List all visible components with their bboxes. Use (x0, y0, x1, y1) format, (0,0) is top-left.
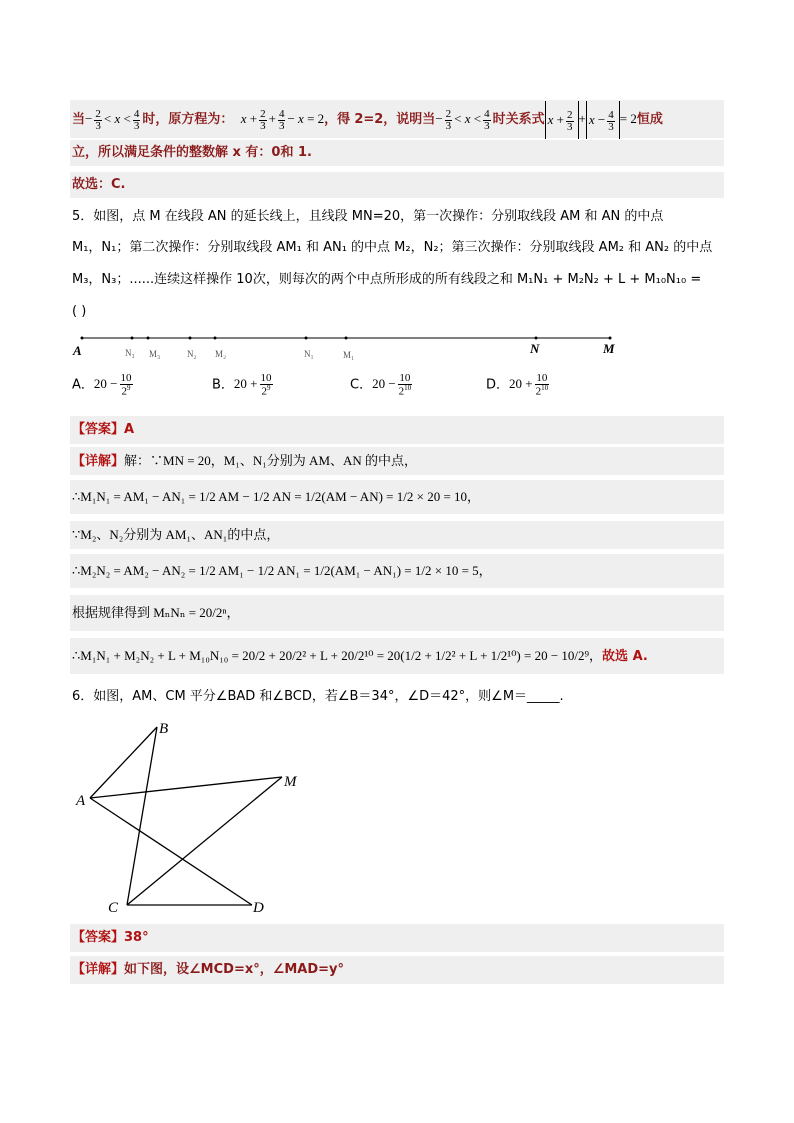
q4-range-1: − $\frac{2}{3}$ < x < $\frac{4}{3}$ (85, 107, 140, 132)
point-A-label: A (73, 343, 82, 358)
point-N3-label: N₃ (125, 348, 135, 358)
q5-options (72, 373, 722, 413)
vertex-M-label: M (284, 774, 297, 790)
vertex-D-label: D (253, 900, 264, 916)
point-M-label: M (603, 341, 615, 356)
q5-detail-6: ∴M₁N₁ + M₂N₂ + L + M₁₀N₁₀ = 20/2 + 20/2² + L + 20/2¹⁰ = 20(1/2 + 1/2² + L + 1/2¹⁰) = 20 − 10/2⁹，故选 A. (70, 638, 724, 674)
q4-range-2: − $\frac{2}{3}$ < x < $\frac{4}{3}$ (435, 107, 490, 132)
q5-detail-1: 【详解】解：∵MN = 20，M₁、N₁分别为 AM、AN 的中点， (70, 447, 724, 475)
q4-equation: x + $\frac{2}{3}$ + $\frac{4}{3}$ − x = 2 (240, 107, 325, 132)
vertex-C-label: C (108, 900, 119, 916)
option-D[interactable]: D．20 + $\frac{10}{2^{10}}$ (486, 372, 549, 398)
vertex-A-label: A (76, 793, 86, 809)
vertex-B-label: B (159, 721, 169, 737)
q4-abs-relation: x + $\frac{2}{3}$ + x − $\frac{4}{3}$ = 2 (545, 111, 637, 126)
q5-segment-figure (70, 326, 630, 362)
point-M2-label: M₂ (215, 349, 227, 359)
point-N-label: N (530, 341, 540, 356)
q5-stem-3: M₃，N₃；......连续这样操作 10次，则每次的两个中点所形成的所有线段之和 M₁N₁ + M₂N₂ + L + M₁₀N₁₀ = (72, 272, 702, 287)
q5-detail-5: 根据规律得到 MₙNₙ = 20/2ⁿ， (70, 595, 724, 631)
q4-line1: 当− $\frac{2}{3}$ < x < $\frac{4}{3}$ 时，原方程为： x + $\frac{2}{3}$ + $\frac{4}{3}$ − x = 2，得 2=2，说明当− $\frac{2}{3}$ < x < $\frac{4}{3}$ 时关系式 x + $\frac{2}{3}$ + x − $\frac{4}{3}$ = 2恒成 (70, 100, 724, 138)
q6-stem: 6．如图，AM、CM 平分∠BAD 和∠BCD，若∠B＝34°，∠D＝42°，则∠M＝_____. (72, 689, 564, 704)
point-N2-label: N₂ (187, 349, 197, 359)
q4-line2: 立，所以满足条件的整数解 x 有：0和 1. (70, 140, 724, 166)
point-M3-label: M₃ (149, 349, 161, 359)
q5-detail-4: ∴M₂N₂ = AM₂ − AN₂ = 1/2 AM₁ − 1/2 AN₁ = 1/2(AM₁ − AN₁) = 1/2 × 10 = 5， (70, 554, 724, 588)
point-N1-label: N₁ (304, 349, 314, 359)
q5-detail-3: ∵M₂、N₂分别为 AM₁、AN₁的中点， (70, 521, 724, 549)
q6-geometry-figure (72, 715, 312, 920)
q5-detail-2: ∴M₁N₁ = AM₁ − AN₁ = 1/2 AM − 1/2 AN = 1/2(AM − AN) = 1/2 × 20 = 10， (70, 480, 724, 514)
q5-stem-2: M₁，N₁；第二次操作：分别取线段 AM₁ 和 AN₁ 的中点 M₂，N₂；第三次操作：分别取线段 AM₂ 和 AN₂ 的中点 (72, 240, 713, 255)
q6-detail: 【详解】如下图，设∠MCD=x°，∠MAD=y° (70, 956, 724, 984)
q6-answer: 【答案】38° (70, 924, 724, 952)
q4-line3: 故选：C. (70, 172, 724, 198)
q5-paren: ( ) (72, 304, 87, 319)
q5-stem-1: 5．如图，点 M 在线段 AN 的延长线上，且线段 MN=20，第一次操作：分别取线段 AM 和 AN 的中点 (72, 209, 664, 224)
q5-answer: 【答案】A (70, 416, 724, 444)
option-B[interactable]: B．20 + $\frac{10}{2^9}$ (212, 372, 272, 398)
point-M1-label: M₁ (343, 350, 355, 360)
option-C[interactable]: C．20 − $\frac{10}{2^{10}}$ (350, 372, 412, 398)
option-A[interactable]: A．20 − $\frac{10}{2^9}$ (72, 372, 132, 398)
